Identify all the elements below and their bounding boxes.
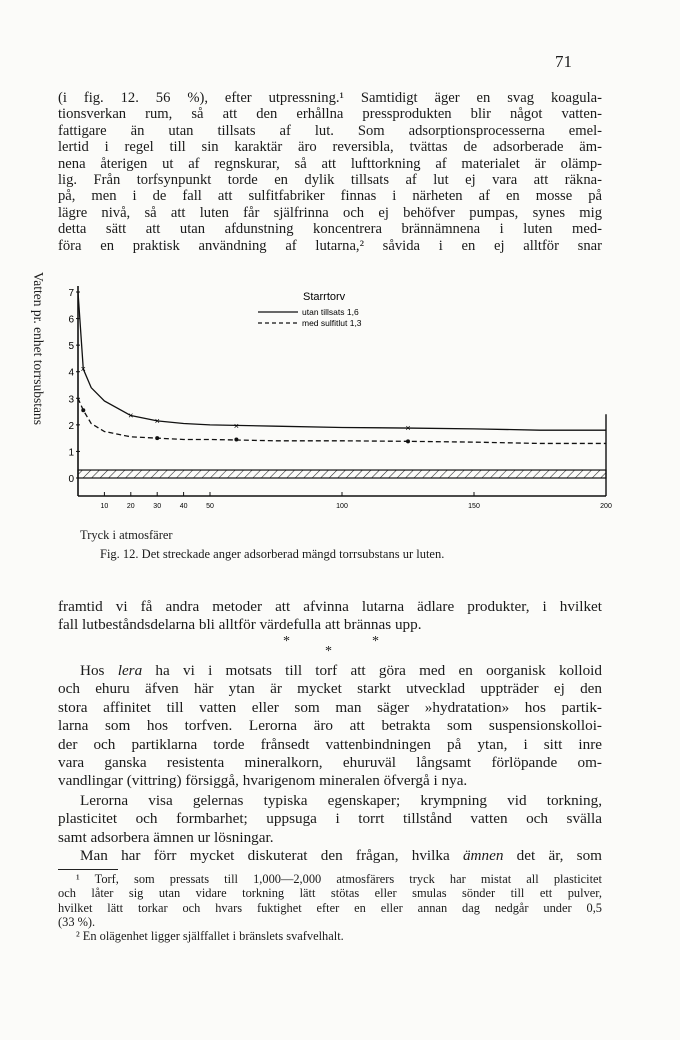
legend-solid-label: utan tillsats 1,6: [302, 307, 359, 317]
cross-marker: ×: [154, 415, 160, 426]
separator-star: *: [283, 634, 290, 649]
x-tick-label: 30: [153, 503, 162, 510]
dot-marker: [234, 437, 238, 441]
text-line: på, men i de fall att sulfitfabriker finnas i närheten af en mosse på: [58, 188, 602, 205]
footnote-line: (33 %).: [58, 914, 96, 929]
y-tick-label: 5: [68, 341, 74, 353]
text-line: nena återigen ut af regnskurar, så att lufttorkning af materialet är olämp-: [58, 155, 602, 172]
hatched-band: [78, 470, 606, 478]
footnote-line: ¹ Torf, som pressats till 1,000—2,000 atmosfärers tryck har mistat all plasticitet: [76, 872, 602, 886]
cross-marker: ×: [405, 423, 411, 434]
text-line: fattigare än utan tillsats af lut. Som adsorptionsprocesserna emel-: [58, 122, 602, 139]
text-run: Man har förr mycket diskuterat den frågan, hvilka: [80, 847, 463, 864]
paragraph-1: [58, 90, 602, 254]
y-tick-label: 3: [68, 394, 74, 406]
x-tick-label: 150: [468, 503, 480, 510]
page-number: 71: [555, 52, 572, 71]
text-line: tionsverkan rum, så att den erhållna pressprodukten blir något vatten-: [58, 106, 602, 123]
text-line: Lerorna visa gelernas typiska egenskaper; krympning vid torkning,: [80, 792, 602, 809]
figure-x-axis-label: Tryck i atmosfärer: [80, 528, 173, 542]
y-tick-label: 2: [68, 420, 74, 432]
footnote-line: ² En olägenhet ligger själffallet i bränslets svafvelhalt.: [76, 929, 344, 944]
footnote-line: och låter sig utan vidare torkning lätt stötas eller smulas sönder till ett pulver,: [58, 886, 602, 901]
emphasis-amnen: ämnen: [462, 847, 504, 864]
cross-marker: ×: [233, 421, 240, 432]
paragraph-4: [58, 792, 602, 847]
text-run: det är, som: [503, 847, 602, 864]
text-line: vara ganska resistenta mineralkorn, ehuruväl långsamt förlöpande om-: [58, 754, 602, 772]
footnotes: [58, 872, 602, 943]
emphasis-lera: lera: [117, 662, 143, 679]
text-line: föra en praktisk användning af lutarna,² såvida i en ej alltför snar: [58, 237, 602, 254]
legend-title: Starrtorv: [303, 291, 346, 303]
figure-caption: Fig. 12. Det streckade anger adsorberad mängd torrsubstans ur luten.: [100, 547, 445, 561]
text-line: vandlingar (vittring) försiggå, hvarigenom mineralen öfvergå i nya.: [58, 772, 468, 790]
text-line: och ehuru äfven här ytan är mycket starkt utvecklad uppträder ej den: [58, 680, 602, 698]
text-run: Hos: [80, 662, 118, 679]
cross-marker: ×: [80, 364, 86, 375]
text-line: lig. Från torfsynpunkt torde en dylik tillsats af lut ej vara att räkna-: [58, 172, 602, 189]
paragraph-5: [58, 847, 602, 865]
dot-marker: [406, 439, 410, 443]
text-line: (i fig. 12. 56 %), efter utpressning.¹ Samtidigt äger en svag koagula-: [58, 90, 602, 106]
text-run: ha vi i motsats till torf att göra med en oorganisk kolloid: [142, 662, 602, 679]
text-line: lägre nivå, så att luten får själfrinna och ej behöfver pumpas, synes mig: [58, 204, 602, 221]
text-line: framtid vi få andra metoder att afvinna lutarna ädlare produkter, i hvilket: [58, 598, 602, 615]
x-tick-label: 100: [336, 503, 348, 510]
x-tick-label: 200: [600, 503, 612, 510]
x-tick-label: 20: [126, 503, 135, 510]
text-line: der och partiklarna torde frånsedt vattenbindningen på ytan, i sitt inre: [58, 735, 602, 753]
legend-dashed-label: med sulfitlut 1,3: [302, 318, 362, 328]
text-line: detta sätt att utan afdunstning koncentrera brännämnena i luten med-: [58, 221, 602, 238]
y-tick-label: 7: [68, 288, 74, 299]
cross-marker: ×: [128, 410, 134, 421]
text-line: larna som hos torfven. Lerorna äro att betrakta som suspensionskolloi-: [58, 717, 602, 735]
figure-chart: [58, 282, 618, 522]
dot-marker: [155, 436, 159, 440]
text-line: samt adsorbera ämnen ur lösningar.: [58, 828, 274, 846]
paragraph-2: [58, 598, 602, 634]
paragraph-3: [58, 662, 602, 791]
x-tick-label: 40: [179, 503, 188, 510]
text-line: lertid i regel till sin karaktär äro reversibla, tvättas de adsorberade äm-: [58, 139, 602, 156]
text-line: stora affinitet till vatten eller som man säger »hydratation» hos partik-: [58, 698, 602, 716]
x-tick-label: 10: [100, 503, 109, 510]
y-tick-label: 4: [68, 367, 74, 379]
separator-star: *: [325, 644, 332, 659]
text-line: [58, 662, 602, 680]
y-tick-label: 6: [68, 314, 74, 326]
text-line: fall lutbeståndsdelarna bli alltför värdefulla att brännas upp.: [58, 616, 422, 633]
separator-star: *: [372, 634, 379, 649]
y-tick-label: 1: [68, 447, 74, 459]
text-line: [58, 847, 602, 865]
text-line: plasticitet och formbarhet; uppsuga i torrt tillstånd vatten och svälla: [58, 810, 602, 828]
footnote-rule: [58, 869, 118, 870]
footnote-line: hvilket lätt torkar och hvars fuktighet efter en eller annan dag nedgår under 0,5: [58, 900, 602, 915]
x-tick-label: 50: [206, 503, 214, 510]
figure-y-axis-label: Vatten pr. enhet torrsubstans: [31, 272, 46, 425]
y-tick-label: 0: [68, 474, 74, 485]
dot-marker: [81, 408, 85, 412]
